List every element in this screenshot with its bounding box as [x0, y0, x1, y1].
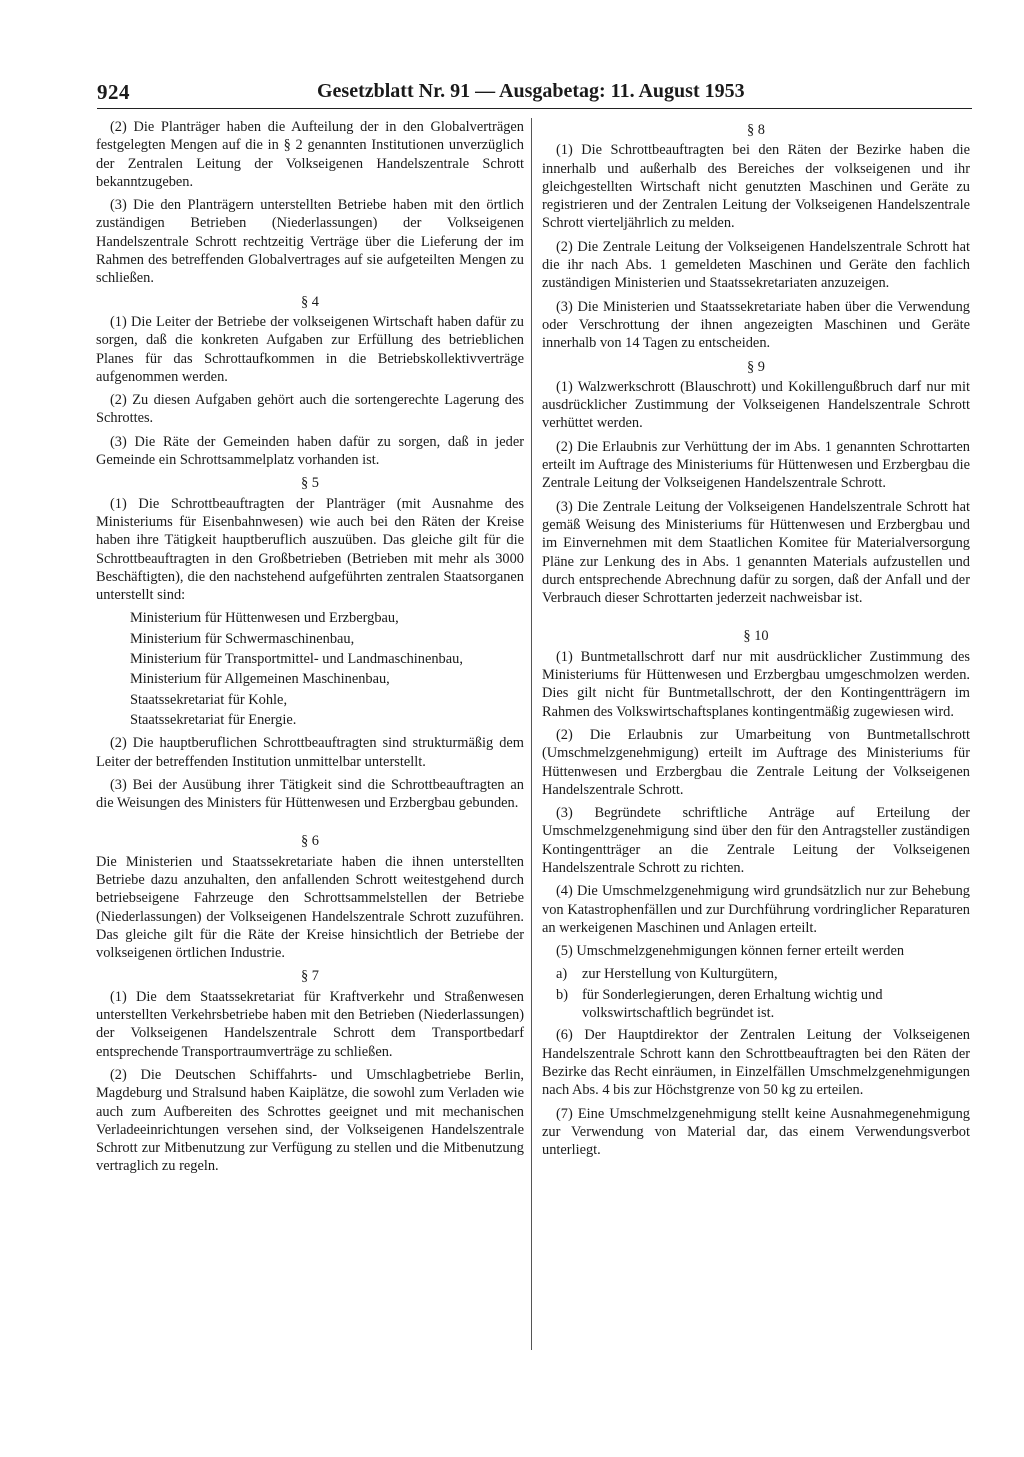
paragraph-3-3: (3) Die den Planträgern unterstellten Betriebe haben mit den örtlich zuständigen Betrieben (Niederlassungen) der Volkseigenen Handelszentrale Schrott rechtzeitig Verträge über die Lieferung der im Rahmen des betreffenden Globalvertrages auf sie aufgeteilten Mengen zu schließen.	[96, 197, 524, 287]
paragraph-10-1: (1) Buntmetallschrott darf nur mit ausdrücklicher Zustimmung des Ministeriums für Hüttenwesen und Erzbergbau umgeschmolzen werden. Dies gilt nicht für Buntmetallschrott, der den Kontingentträgern im Rahmen des Volkswirtschaftsplanes kontingentmäßig zugewiesen wird.	[542, 648, 970, 720]
page-number: 924	[97, 80, 130, 104]
section-8-heading: § 8	[747, 122, 765, 138]
section-4-heading: § 4	[301, 293, 319, 310]
list-item-text: zur Herstellung von Kulturgütern,	[582, 966, 778, 983]
list-item: Staatssekretariat für Energie.	[130, 711, 297, 728]
paragraph-10-6: (6) Der Hauptdirektor der Zentralen Leitung der Volkseigenen Handelszentrale Schrott kann den Schrottbeauftragten bei den Räten der Bezirke das Recht einräumen, in Einzelfällen Umschmelzgenehmigungen nach Abs. 4 bis zur Höchstgrenze von 50 kg zu erteilen.	[542, 1027, 970, 1099]
permit-purpose-list	[542, 965, 970, 1022]
list-item: Ministerium für Transportmittel- und Landmaschinenbau,	[130, 651, 463, 668]
paragraph-3-2: (2) Die Planträger haben die Aufteilung der in den Globalverträgen festgelegten Mengen auf die in § 2 genannten Institutionen unverzüglich der Zentralen Leitung der Volkseigenen Handelszentrale Schrott bekanntzugeben.	[96, 119, 524, 190]
section-6-heading: § 6	[301, 833, 319, 850]
list-item	[556, 986, 970, 1023]
list-item: Ministerium für Allgemeinen Maschinenbau,	[130, 671, 390, 688]
ministry-list	[96, 609, 524, 729]
list-item: Ministerium für Schwermaschinenbau,	[130, 630, 355, 647]
paragraph-10-5: (5) Umschmelzgenehmigungen können ferner erteilt werden	[556, 943, 905, 960]
paragraph-7-2: (2) Die Deutschen Schiffahrts- und Umschlagbetriebe Berlin, Magdeburg und Stralsund haben Kaiplätze, die sowohl zum Verladen wie auch zum Aufbereiten des Schrottes geeignet und mit mechanischen Verladeeinrichtungen versehen sind, der Volkseigenen Handelszentrale Schrott zur Mitbenutzung zur Verfügung zu stellen und die Mitbenutzung vertraglich zu regeln.	[96, 1066, 524, 1175]
paragraph-9-3: (3) Die Zentrale Leitung der Volkseigenen Handelszentrale Schrott hat gemäß Weisung des Ministeriums für Hüttenwesen und Erzbergbau und im Einvernehmen mit dem Staatlichen Komitee für Materialversorgung Pläne zur Lenkung des in Abs. 1 genannten Materials aufzustellen und durch entsprechende Abrechnung dafür zu sorgen, daß der Anfall und der Verbrauch dieser Schrottarten jederzeit nachweisbar ist.	[542, 498, 970, 607]
paragraph-5-1: (1) Die Schrottbeauftragten der Planträger (mit Ausnahme des Ministeriums für Eisenbahnwesen) wie auch bei den Räten der Kreise haben ihre Tätigkeit hauptberuflich auszuüben. Das gleiche gilt für die Schrottbeauftragten in den Großbetrieben (Betrieben mit mehr als 3000 Beschäftigten), die den nachstehend aufgeführten zentralen Staatsorganen unterstellt sind:	[96, 495, 524, 604]
paragraph-8-3: (3) Die Ministerien und Staatssekretariate haben über die Verwendung oder Verschrottung der ihnen angezeigten Maschinen und Geräte innerhalb von 14 Tagen zu entscheiden.	[542, 298, 970, 352]
paragraph-5-2: (2) Die hauptberuflichen Schrottbeauftragten sind strukturmäßig dem Leiter der betreffenden Institution unmittelbar unterstellt.	[96, 735, 524, 770]
left-column	[96, 118, 524, 1181]
page-header	[97, 78, 763, 108]
paragraph-10-2: (2) Die Erlaubnis zur Umarbeitung von Buntmetallschrott (Umschmelzgenehmigung) erteilt im Auftrage des Ministeriums für Hüttenwesen und Erzbergbau die Zentrale Leitung der Volkseigenen Handelszentrale Schrott.	[542, 726, 970, 798]
list-item-text: für Sonderlegierungen, deren Erhaltung wichtig und volkswirtschaftlich begründet ist.	[582, 986, 883, 1022]
list-item	[556, 965, 970, 983]
paragraph-10-3: (3) Begründete schriftliche Anträge auf Erteilung der Umschmelzgenehmigung sind über den für den Antragsteller zuständigen Kontingentträger an die Zentrale Leitung der Volkseigenen Handelszentrale Schrott zu richten.	[542, 805, 970, 876]
section-10-heading: § 10	[743, 628, 769, 645]
column-divider	[531, 118, 532, 1350]
paragraph-8-1: (1) Die Schrottbeauftragten bei den Räten der Bezirke haben die innerhalb und außerhalb des Bereiches der volkseigenen und ihr gleichgestellten Wirtschaft nicht genutzten Maschinen und Geräte zu registrieren und der Zentralen Leitung der Volkseigenen Handelszentrale Schrott vierteljährlich zu melden.	[542, 142, 970, 232]
paragraph-8-2: (2) Die Zentrale Leitung der Volkseigenen Handelszentrale Schrott hat die ihr nach Abs. 1 gemeldeten Maschinen und Geräte den fachlich zuständigen Ministerien und Staatssekretariaten anzuzeigen.	[542, 238, 970, 292]
list-item-label: a)	[556, 966, 568, 983]
right-column	[542, 118, 970, 1164]
paragraph-4-3: (3) Die Räte der Gemeinden haben dafür zu sorgen, daß in jeder Gemeinde ein Schrottsammelplatz vorhanden ist.	[96, 433, 524, 469]
paragraph-7-1: (1) Die dem Staatssekretariat für Kraftverkehr und Straßenwesen unterstellten Verkehrsbetriebe haben mit den Betrieben (Niederlassungen) der Volkseigenen Handelszentrale Schrott dem Transportbedarf entsprechende Transportraumverträge zu schließen.	[96, 988, 524, 1060]
section-9-heading: § 9	[747, 358, 765, 375]
paragraph-6: Die Ministerien und Staatssekretariate haben die ihnen unterstellten Betriebe dazu anzuhalten, den anfallenden Schrott weitestgehend durch betriebseigene Fahrzeuge den Schrottsammelstellen der Betriebe (Niederlassungen) der Volkseigenen Handelszentrale Schrott zuzuführen. Das gleiche gilt für die Räte der Kreise hinsichtlich der Betriebe der volkseigenen örtlichen Industrie.	[96, 853, 524, 962]
list-item: Staatssekretariat für Kohle,	[130, 691, 288, 708]
paragraph-10-4: (4) Die Umschmelzgenehmigung wird grundsätzlich nur zur Behebung von Katastrophenfällen und zur Durchführung vordringlicher Reparaturen an werkeigenen Maschinen und Anlagen erteilt.	[542, 883, 970, 936]
paragraph-4-2: (2) Zu diesen Aufgaben gehört auch die sortengerechte Lagerung des Schrottes.	[96, 392, 524, 427]
paragraph-5-3: (3) Bei der Ausübung ihrer Tätigkeit sind die Schrottbeauftragten an die Weisungen des Ministers für Hüttenwesen und Erzbergbau gebunden.	[96, 776, 524, 812]
paragraph-4-1: (1) Die Leiter der Betriebe der volkseigenen Wirtschaft haben dafür zu sorgen, daß die konkreten Aufgaben zur Erfüllung des betrieblichen Planes für das Schrottaufkommen in die Betriebskollektivverträge aufgenommen werden.	[96, 313, 524, 385]
list-item: Ministerium für Hüttenwesen und Erzbergbau,	[130, 610, 399, 627]
paragraph-9-1: (1) Walzwerkschrott (Blauschrott) und Kokillengußbruch darf nur mit ausdrücklicher Zustimmung der Volkseigenen Handelszentrale Schrott verhüttet werden.	[542, 378, 970, 432]
section-7-heading: § 7	[301, 968, 319, 985]
paragraph-9-2: (2) Die Erlaubnis zur Verhüttung der im Abs. 1 genannten Schrottarten erteilt im Auftrage des Ministeriums für Hüttenwesen und Erzbergbau die Zentrale Leitung der Volkseigenen Handelszentrale Schrott.	[542, 438, 970, 492]
header-rule	[97, 108, 972, 109]
list-item-label: b)	[556, 986, 568, 1003]
paragraph-10-7: (7) Eine Umschmelzgenehmigung stellt keine Ausnahmegenehmigung zur Verwendung von Material dar, das einem Verwendungsverbot unterliegt.	[542, 1105, 970, 1159]
section-5-heading: § 5	[301, 475, 319, 492]
gazette-title: Gesetzblatt Nr. 91 — Ausgabetag: 11. August 1953	[317, 80, 745, 102]
